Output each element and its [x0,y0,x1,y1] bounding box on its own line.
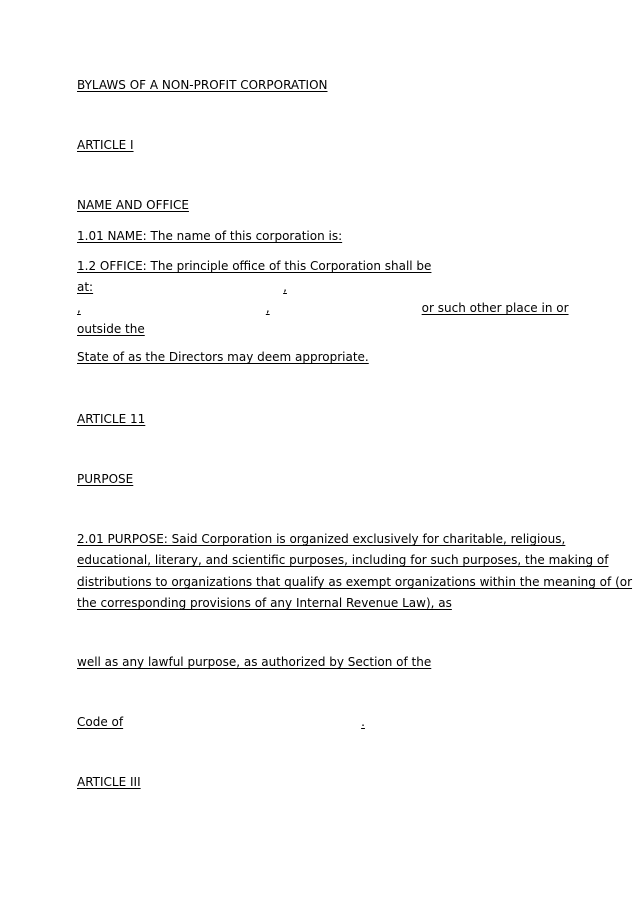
article-3-heading: ARTICLE III [77,775,141,789]
purpose-line-3: distributions to organizations that qualify as exempt organizations within the meaning of (or [77,575,633,589]
article-2-heading: ARTICLE 11 [77,412,146,426]
purpose-line-1: 2.01 PURPOSE: Said Corporation is organized exclusively for charitable, religious, [77,532,566,546]
office-at-line [77,280,417,295]
code-of-line [77,715,365,730]
office-at-label: at: [77,280,94,294]
document-title: BYLAWS OF A NON-PROFIT CORPORATION [77,78,328,92]
state-clause: State of as the Directors may deem appropriate. [77,350,369,364]
article-1-heading: ARTICLE I [77,138,134,152]
office-comma-2: , [77,301,81,315]
name-clause-text: 1.01 NAME: The name of this corporation is: [77,229,343,243]
name-clause [77,229,515,244]
article-2-subheading: PURPOSE [77,472,134,486]
outside-the: outside the [77,322,145,336]
code-of-label: Code of [77,715,124,729]
office-comma-1: , [283,280,287,294]
office-address-line [77,301,569,316]
lawful-purpose: well as any lawful purpose, as authorized by Section of the [77,655,432,669]
purpose-line-2: educational, literary, and scientific purposes, including for such purposes, the making of [77,553,609,567]
code-period: . [361,715,365,729]
article-1-subheading: NAME AND OFFICE [77,198,189,212]
purpose-line-4: the corresponding provisions of any Internal Revenue Law), as [77,596,452,610]
office-tail: or such other place in or [421,301,569,315]
office-comma-3: , [265,301,270,315]
office-clause: 1.2 OFFICE: The principle office of this Corporation shall be [77,259,432,273]
